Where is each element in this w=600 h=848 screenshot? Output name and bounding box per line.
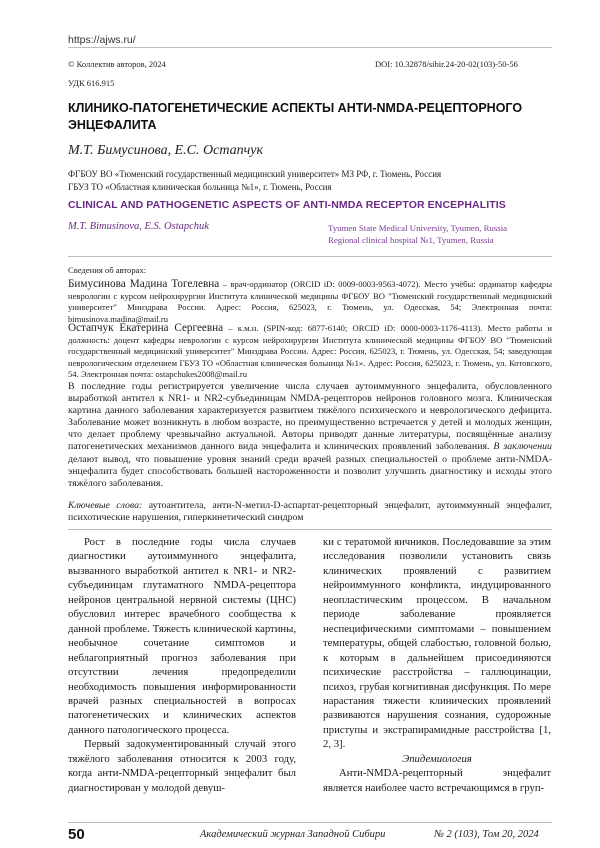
body-column-right (323, 535, 551, 795)
affiliation-en-1: Tyumen State Medical University, Tyumen, Russia (328, 223, 508, 233)
authors-en: M.T. Bimusinova, E.S. Ostapchuk (68, 221, 209, 232)
author-info-2 (68, 323, 552, 381)
affiliation-ru-1: ФГБОУ ВО «Тюменский государственный медицинский университет» МЗ РФ, г. Тюмень, Россия (68, 169, 442, 179)
keywords-list: аутоантитела, анти-N-метил-D-аспартат-рецепторный энцефалит, аутоиммунный энцефалит, психотические нарушения, гиперкинетический синдром (68, 500, 553, 524)
author-info-1 (68, 279, 552, 325)
paragraph: Первый задокументированный случай этого тяжёлого заболевания относится к 2003 году, когда анти-NMDA-рецепторный энцефалит был диагностирован у молодой девуш- (68, 738, 296, 794)
author1-details: – врач-ординатор (ORCID iD: 0009-0003-9563-4072). Место учёбы: ординатор кафедры неврологии с курсом нейрохирургии Института клинической медицины ФГБОУ ВО "Тюменский государственный медицинский университет" Минздрава России. Адрес: Россия, 625023, г. Тюмень, ул. Одесская, 54; Электронная почта: bimusinova.madina@mail.ru (68, 279, 552, 324)
copyright: © Коллектив авторов, 2024 (68, 59, 166, 69)
keywords (68, 500, 552, 524)
abstract (68, 381, 552, 490)
keywords-label: Ключевые слова: (68, 500, 143, 511)
header-divider (68, 47, 552, 48)
paragraph: Анти-NMDA-рецепторный энцефалит является наиболее часто встречающимся в груп- (323, 767, 551, 794)
abstract-conclusion-label: В заключении (493, 441, 552, 453)
abstract-conclusion: делают вывод, что повышение уровня знаний среди врачей разных специальностей о проблеме анти-NMDA-энцефалита будет способствовать большей настороженности и позволит улучшить диагностику и исходы этого тяжёлого заболевания. (68, 453, 552, 489)
affiliation-ru-2: ГБУЗ ТО «Областная клиническая больница №1», г. Тюмень, Россия (68, 182, 332, 192)
footer-divider (68, 822, 552, 823)
page-url[interactable]: https://ajws.ru/ (68, 34, 136, 46)
doi[interactable]: DOI: 10.32878/sibir.24-20-02(103)-50-56 (375, 59, 518, 69)
author2-details: – к.м.н. (SPIN-код: 6877-6140; ORCID iD: 0000-0003-1176-4113). Место работы и должность: доцент кафедры неврологии с курсом нейрохирургии Института клинической медицины ФГБОУ ВО "Тюменский государственный медицинский университет" Минздрава России. Адрес: Россия, 625023, г. Тюмень, ул. Одесская, 54; заведующая неврологическим отделением ГБУЗ ТО «Областная клиническая больница №1». Адрес: Россия, 625023, г. Тюмень, ул. Котовского, 54. Электронная почта: ostapchukes2008@mail.ru (68, 323, 552, 380)
section-divider (68, 256, 552, 257)
udk-code: УДК 616.915 (68, 78, 115, 88)
article-title-en: CLINICAL AND PATHOGENETIC ASPECTS OF ANTI-NMDA RECEPTOR ENCEPHALITIS (68, 199, 506, 211)
authors-info-heading: Сведения об авторах: (68, 265, 147, 275)
abstract-text: В последние годы регистрируется увеличение числа случаев аутоиммунного энцефалита, обусловленного выработкой антител к NR1- и NR2-субъединицам NMDA-рецепторов нейронов головного мозга. Клиническая картина данного заболевания характеризуется развитием тяжёлого психического и неврологического дефицита. Заболевание может возникнуть в любом возрасте, но преимущественно встречается у детей и молодых женщин, что делает проблему чрезвычайно актуальной. Авторы приводят данные литературы, посвящённые анализу патогенетических механизмов данного вида энцефалита и клинических проявлений заболевания. (68, 381, 552, 453)
article-title-ru: КЛИНИКО-ПАТОГЕНЕТИЧЕСКИЕ АСПЕКТЫ АНТИ-NMDA-РЕЦЕПТОРНОГО ЭНЦЕФАЛИТА (68, 101, 523, 132)
paragraph: Рост в последние годы числа случаев диагностики аутоиммунного энцефалита, вызванного выработкой антител к NR1- и NR2-субъединицам глутаматного NMDA-рецептора нейронов центральной нервной системы (ЦНС) обусловил интерес врачебного сообщества к данной проблеме. Тяжесть клинической картины, необычное сочетание симптомов и неблагоприятный прогноз заболевания при отсутствии лечения предопределили необходимость повышения информированности врачей разных специальностей в вопросах патогенетических и клинических аспектов данного патологического процесса. (68, 536, 296, 736)
journal-name: Академический журнал Западной Сибири (200, 829, 386, 840)
section-heading-epidemiology: Эпидемиология (402, 752, 472, 765)
authors-ru: М.Т. Бимусинова, Е.С. Остапчук (68, 143, 264, 158)
journal-issue: № 2 (103), Том 20, 2024 (434, 829, 539, 840)
page-number: 50 (68, 826, 85, 843)
affiliation-en-2: Regional clinical hospital №1, Tyumen, Russia (328, 235, 494, 245)
body-column-left (68, 535, 296, 795)
paragraph: ки с тератомой яичников. Последовавшие за этим исследования позволили установить связь клинических проявлений с развитием нейроиммунного конфликта, индуцированного неопластическим процессом. В начальном периоде заболевание проявляется неспецифическими симптомами – повышением температуры, общей слабостью, головной болью, к которым в дальнейшем присоединяются психические расстройства – галлюцинации, психоз, грубая когнитивная дисфункция. По мере нарастания тяжести клинических проявлений развиваются нарушения сознания, судорожные приступы и экстрапирамидные расстройства [1, 2, 3]. (323, 536, 551, 751)
body-divider (68, 529, 552, 530)
author2-name: Остапчук Екатерина Сергеевна (68, 322, 224, 334)
author1-name: Бимусинова Мадина Тогелевна (68, 278, 220, 290)
